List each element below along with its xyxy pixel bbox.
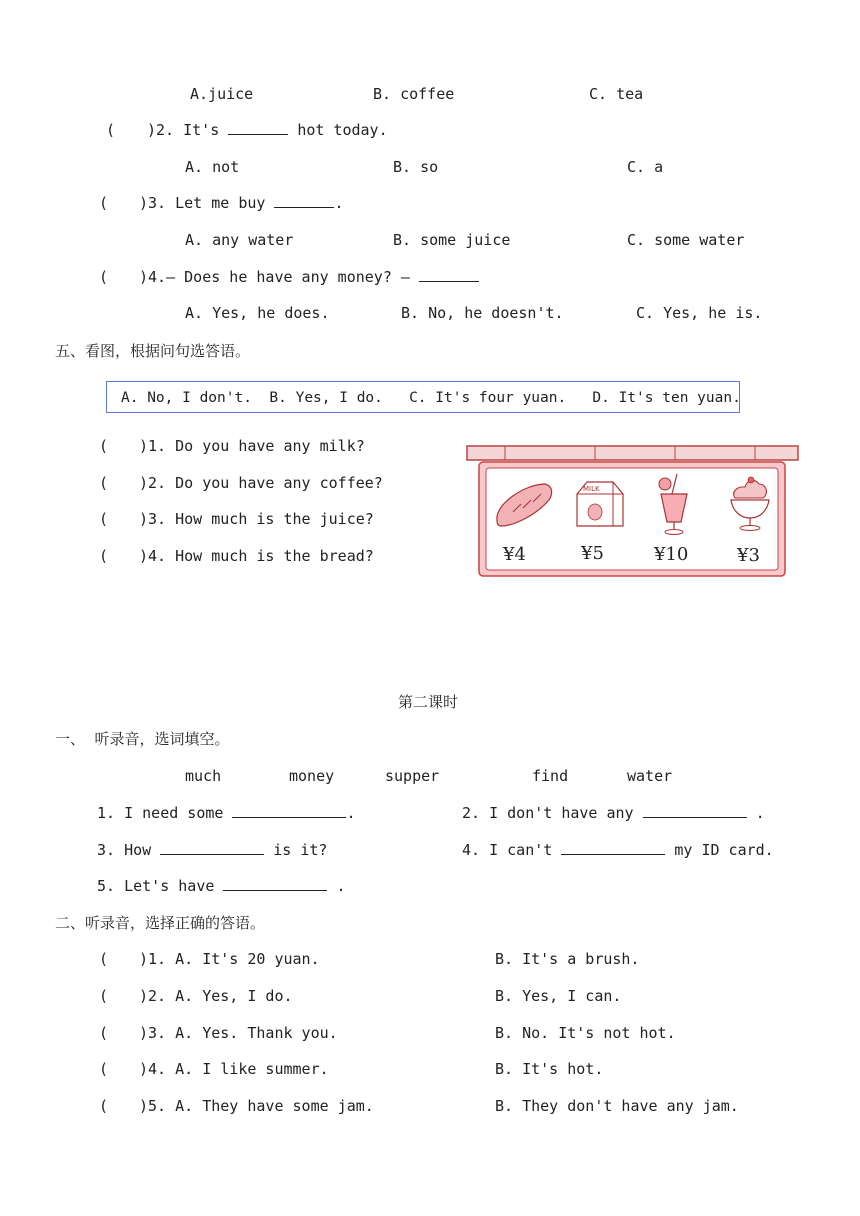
q4-blank[interactable] <box>419 267 479 282</box>
p2-q2-option-a: )2. A. Yes, I do. <box>139 987 293 1005</box>
price-ice-cream: ¥3 <box>737 545 760 566</box>
fill-item-before: 3. How <box>97 841 152 859</box>
s5-q2: )2. Do you have any coffee? <box>139 474 383 492</box>
answer-choices: A. No, I don't. B. Yes, I do. C. It's four yuan. D. It's ten yuan. <box>121 390 741 406</box>
p2-q4-option-b: B. It's hot. <box>495 1060 604 1078</box>
fill-item-5 <box>97 876 346 896</box>
part1-heading: 一、 听录音，选词填空。 <box>55 730 230 748</box>
q4-option-b: B. No, he doesn't. <box>401 304 564 322</box>
q3-option-a: A. any water <box>185 231 294 249</box>
word-bank-item: much <box>185 767 222 785</box>
q4-number: )4. <box>139 268 167 286</box>
p2-q5-option-b: B. They don't have any jam. <box>495 1097 739 1115</box>
p2-q5-paren: ( <box>99 1097 109 1115</box>
p2-q3-paren: ( <box>99 1024 109 1042</box>
s5-q3: )3. How much is the juice? <box>139 510 374 528</box>
s5-q1-paren: ( <box>99 437 109 455</box>
q3-option-c: C. some water <box>627 231 745 249</box>
fill-item-3 <box>97 840 327 860</box>
q3-blank[interactable] <box>274 193 334 208</box>
word-bank-item: money <box>289 767 335 785</box>
p2-q1-option-b: B. It's a brush. <box>495 950 640 968</box>
p2-q3-option-a: )3. A. Yes. Thank you. <box>139 1024 338 1042</box>
q2-stem <box>147 120 388 140</box>
fill-blank[interactable] <box>232 803 346 818</box>
q1-option-a: A.juice <box>190 85 254 103</box>
fill-blank[interactable] <box>160 840 264 855</box>
q4-option-c: C. Yes, he is. <box>636 304 763 322</box>
q1-option-b: B. coffee <box>373 85 455 103</box>
q2-number: )2. <box>147 121 175 139</box>
fill-item-after: my ID card. <box>674 841 774 859</box>
fill-item-before: 5. Let's have <box>97 877 215 895</box>
fill-item-after: . <box>755 804 765 822</box>
p2-q2-paren: ( <box>99 987 109 1005</box>
q3-paren: ( <box>99 194 109 212</box>
fill-item-1 <box>97 803 356 823</box>
q1-option-c: C. tea <box>589 85 644 103</box>
q3-after: . <box>334 194 344 212</box>
p2-q5-option-a: )5. A. They have some jam. <box>139 1097 374 1115</box>
fill-item-after: . <box>336 877 346 895</box>
q2-before: It's <box>183 121 220 139</box>
q3-stem <box>139 193 344 213</box>
q2-option-b: B. so <box>393 158 439 176</box>
sign-inner <box>486 468 778 570</box>
section5-heading: 五、看图，根据问句选答语。 <box>55 342 251 360</box>
part2-heading: 二、听录音，选择正确的答语。 <box>55 914 266 932</box>
fill-item-4 <box>462 840 774 860</box>
price-milk: ¥5 <box>581 543 604 564</box>
sign-top-rail <box>467 446 798 460</box>
fill-item-before: 4. I can't <box>462 841 553 859</box>
p2-q2-option-b: B. Yes, I can. <box>495 987 622 1005</box>
p2-q3-option-b: B. No. It's not hot. <box>495 1024 676 1042</box>
s5-q1: )1. Do you have any milk? <box>139 437 365 455</box>
price-sign-image <box>465 442 800 582</box>
fill-item-before: 1. I need some <box>97 804 224 822</box>
fill-blank[interactable] <box>223 876 327 891</box>
q4-text: — Does he have any money? — <box>166 268 410 286</box>
fill-blank[interactable] <box>643 803 747 818</box>
fill-item-after: is it? <box>273 841 328 859</box>
lesson2-title: 第二课时 <box>398 693 459 711</box>
q2-paren: ( <box>106 121 116 139</box>
price-bread: ¥4 <box>503 544 526 565</box>
word-bank-item: water <box>627 767 673 785</box>
milk-label: MILK <box>583 485 600 493</box>
q3-number: )3. <box>139 194 167 212</box>
q2-after: hot today. <box>297 121 388 139</box>
q3-option-b: B. some juice <box>393 231 511 249</box>
p2-q4-option-a: )4. A. I like summer. <box>139 1060 329 1078</box>
s5-q3-paren: ( <box>99 510 109 528</box>
p2-q1-paren: ( <box>99 950 109 968</box>
q3-before: Let me buy <box>175 194 266 212</box>
q4-stem <box>139 267 479 287</box>
q4-paren: ( <box>99 268 109 286</box>
q4-option-a: A. Yes, he does. <box>185 304 330 322</box>
p2-q4-paren: ( <box>99 1060 109 1078</box>
milk-carton-icon <box>577 482 623 526</box>
q2-option-a: A. not <box>185 158 240 176</box>
answer-choices-box <box>106 381 740 413</box>
word-bank-item: supper <box>385 767 440 785</box>
fill-item-after: . <box>346 804 356 822</box>
fill-item-2 <box>462 803 765 823</box>
s5-q4: )4. How much is the bread? <box>139 547 374 565</box>
price-juice: ¥10 <box>654 544 689 565</box>
p2-q1-option-a: )1. A. It's 20 yuan. <box>139 950 320 968</box>
s5-q4-paren: ( <box>99 547 109 565</box>
q2-blank[interactable] <box>228 120 288 135</box>
q2-option-c: C. a <box>627 158 664 176</box>
fill-blank[interactable] <box>561 840 665 855</box>
fill-item-before: 2. I don't have any <box>462 804 634 822</box>
word-bank-item: find <box>532 767 569 785</box>
s5-q2-paren: ( <box>99 474 109 492</box>
